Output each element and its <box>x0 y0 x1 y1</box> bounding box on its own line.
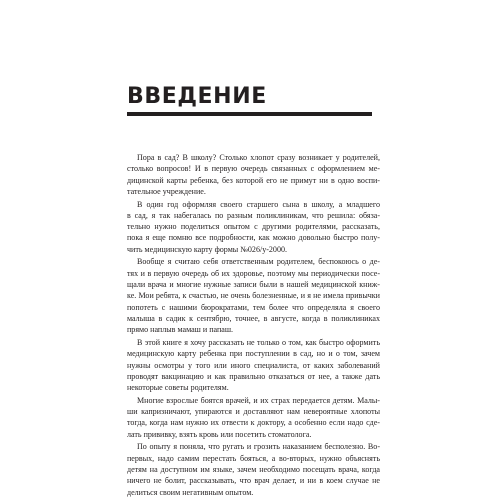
text-line: ке. Мои ребята, к счастью, не очень болезненные, и я не имела привычки <box>127 291 380 301</box>
text-line: чить медицинскую карту формы №026/у-2000. <box>127 244 288 254</box>
text-line: В один год оформляя своего старшего сына в школу, а младшего <box>137 199 380 209</box>
text-line: столько вопросов! И в первую очередь связанных с оформлением ме- <box>127 164 380 174</box>
text-line: проводят вакцинацию и как правильно отказаться от нее, а также дать <box>127 371 380 381</box>
paragraph <box>127 152 380 197</box>
text-line: тях и в первую очередь об их здоровье, поэтому мы периодически посе- <box>127 268 380 278</box>
text-line: тогда, когда нам нужно их отвести к доктору, а особенно если надо сде- <box>127 418 380 428</box>
paragraph <box>127 337 380 393</box>
text-line: некоторые советы родителям. <box>127 383 229 393</box>
paragraph <box>127 256 380 335</box>
text-line: делиться своим негативным опытом. <box>127 487 254 497</box>
text-line: детям на доступном им языке, зачем необходимо посещать врача, когда <box>127 464 380 474</box>
text-line: тательное учреждение. <box>127 186 206 196</box>
text-line: малыша в садик к сентябрю, точнее, в августе, когда в поликлиниках <box>127 313 380 323</box>
text-line: Пора в сад? В школу? Столько хлопот сразу возникает у родителей, <box>137 153 380 162</box>
text-line: нужны осмотры у того или иного специалиста, от каких заболеваний <box>127 360 380 370</box>
text-line: прямо наплыв мамаш и папаш. <box>127 325 234 335</box>
text-line: ничего не болит, рассказывать, что врач делает, и ни в коем случае не <box>127 476 380 486</box>
text-line: лать прививку, взять кровь или посетить стоматолога. <box>127 429 312 439</box>
paragraph <box>127 199 380 255</box>
text-line: щали врача и многие нужные записи были в нашей медицинской книж- <box>127 280 380 290</box>
text-line: ши капризничают, упираются и доставляют нам невероятные хлопоты <box>127 407 380 417</box>
body-text <box>127 152 380 498</box>
paragraph <box>127 441 380 497</box>
text-line: Вообще я считаю себя ответственным родителем, беспокоюсь о де- <box>137 257 380 267</box>
paragraph <box>127 395 380 440</box>
text-line: в сад, я так набегалась по разным поликлиникам, что решила: обяза- <box>127 210 380 220</box>
chapter-heading: ВВЕДЕНИЕ <box>127 84 267 109</box>
text-line: первых, надо самим перестать бояться, а во-вторых, нужно объяснять <box>127 453 380 463</box>
text-line: В этой книге я хочу рассказать не только о том, как быстро оформить <box>137 337 380 347</box>
text-line: попотеть с нашими бюрократами, тем более что определяла я своего <box>127 302 380 312</box>
text-line: тельно нужно поделиться опытом с другими родителями, рассказать, <box>127 222 380 232</box>
text-line: пока я еще помню все подробности, как можно довольно быстро полу- <box>127 233 380 243</box>
text-line: дицинской карты ребенка, без которой его не примут ни в одно воспи- <box>127 175 380 185</box>
text-line: По опыту я поняла, что ругать и грозить наказанием бесполезно. Во- <box>137 442 380 452</box>
text-line: Многие взрослые боятся врачей, и их страх передается детям. Малы- <box>137 395 380 405</box>
text-line: медицинскую карту ребенка при поступлении в сад, но и о том, зачем <box>127 349 380 359</box>
heading-underline-rule <box>127 112 372 116</box>
